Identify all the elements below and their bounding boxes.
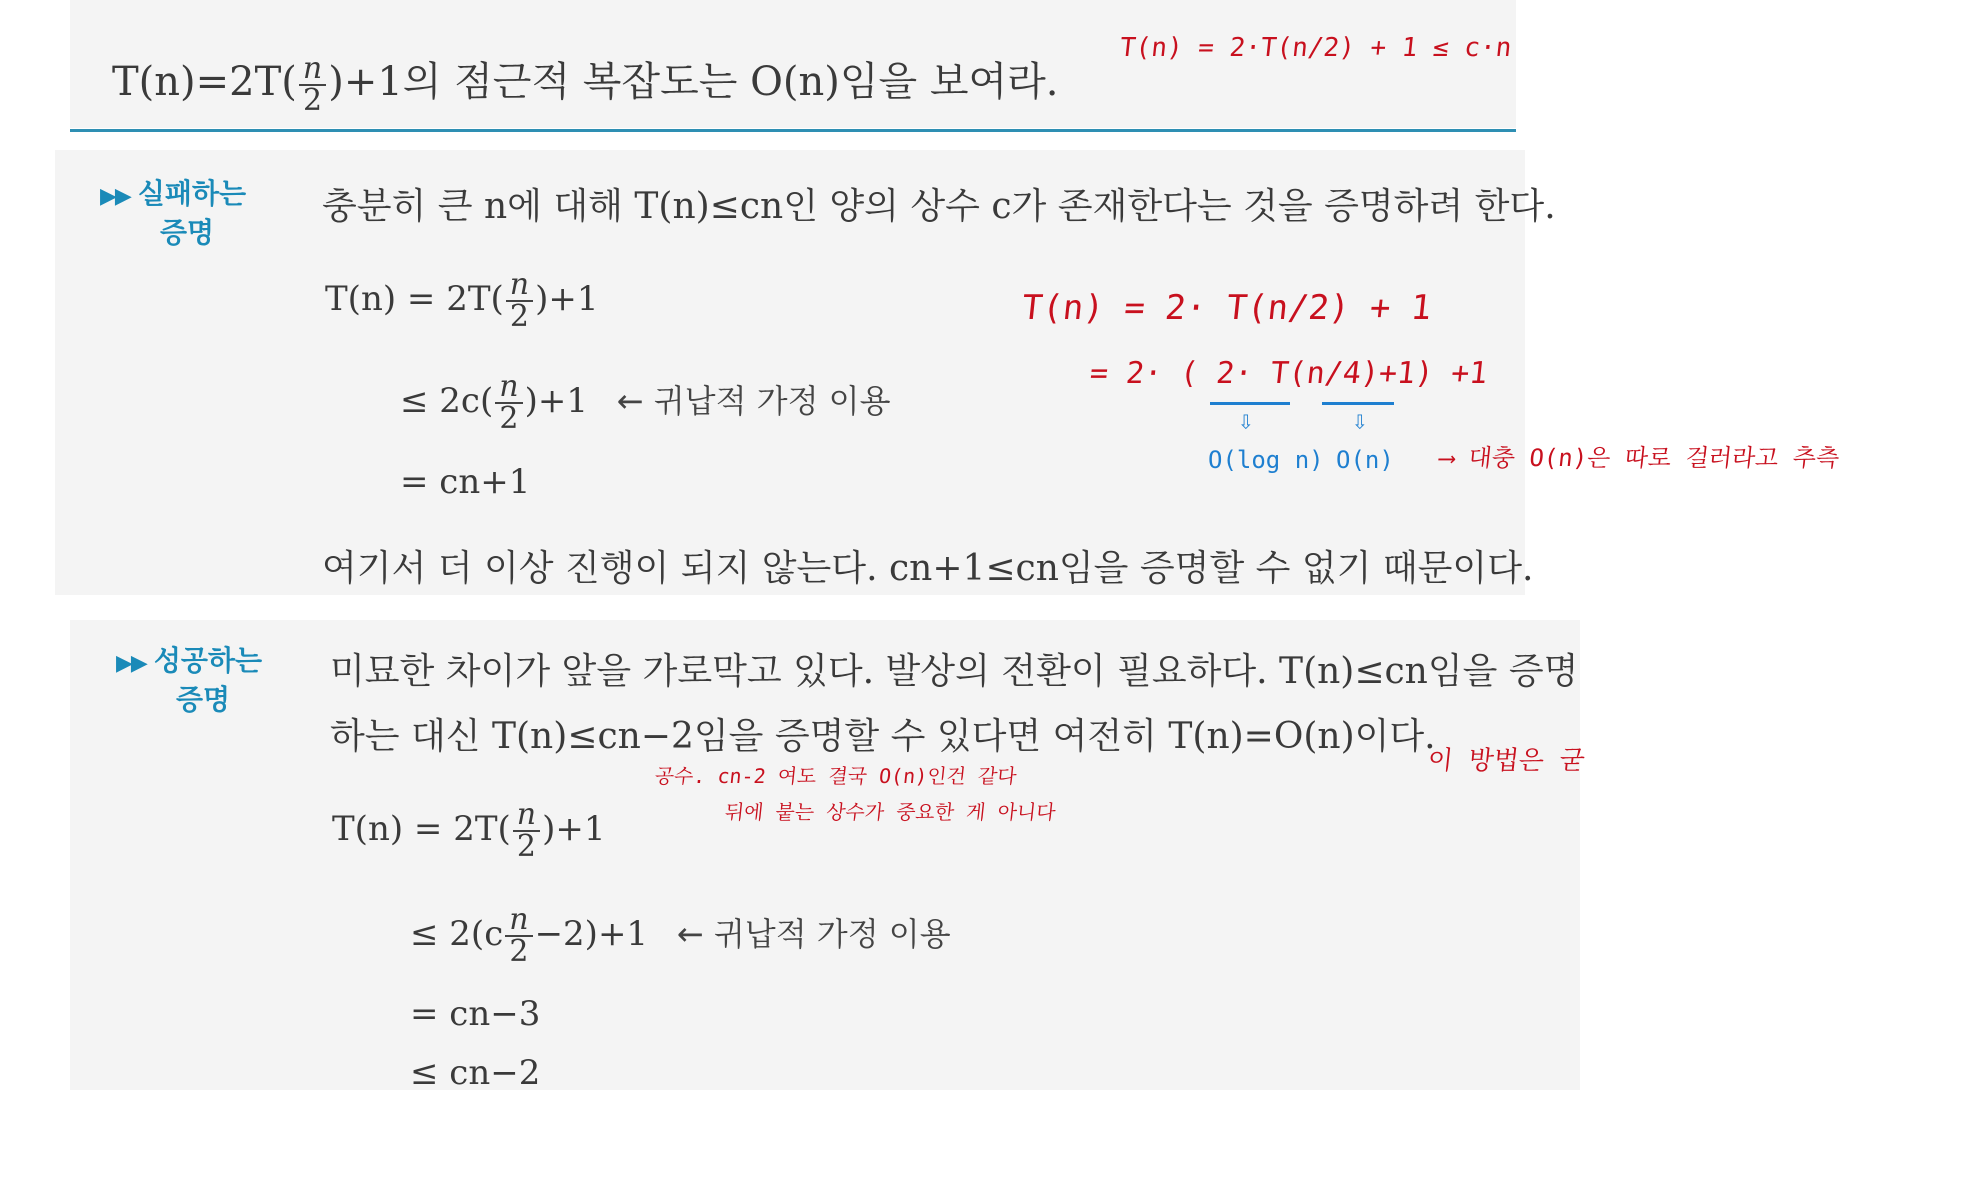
frac-denominator: 2 bbox=[303, 83, 323, 118]
frac-numerator: n bbox=[505, 905, 532, 937]
success-eq4: ≤ cn−2 bbox=[410, 1053, 541, 1093]
fail-label-line1: 실패하는 bbox=[137, 177, 247, 210]
fail-eq2 bbox=[400, 369, 891, 436]
handwritten-side-note: ⟶ 대충 O(n)은 따로 걸러라고 추측 bbox=[1438, 444, 1841, 472]
double-play-icon: ▶▶ bbox=[100, 184, 130, 209]
fail-eq2-fraction bbox=[495, 369, 522, 436]
double-play-icon: ▶▶ bbox=[116, 651, 146, 676]
success-eq1-right: )+1 bbox=[542, 809, 606, 849]
frac-numerator: n bbox=[506, 270, 533, 302]
success-eq2 bbox=[410, 902, 951, 969]
divider-rule bbox=[70, 129, 1516, 132]
fail-label-line2: 증명 bbox=[160, 216, 215, 249]
fail-eq3: = cn+1 bbox=[400, 462, 531, 502]
handwritten-gongsu-line2: 뒤에 붙는 상수가 중요한 게 아니다 bbox=[723, 800, 1057, 824]
fail-eq2-left: ≤ 2c( bbox=[400, 381, 494, 421]
down-arrow-icon: ⇩ bbox=[1352, 406, 1368, 436]
success-eq1-left: T(n) = 2T( bbox=[332, 809, 511, 849]
success-label bbox=[116, 643, 262, 718]
problem-prefix: T(n)=2T( bbox=[112, 59, 297, 105]
success-intro-line2: 하는 대신 T(n)≤cn−2임을 증명할 수 있다면 여전히 T(n)=O(n)이다. bbox=[330, 716, 1436, 757]
frac-denominator: 2 bbox=[499, 401, 519, 436]
fail-eq2-right: )+1 bbox=[524, 381, 588, 421]
problem-suffix: )+1의 점근적 복잡도는 O(n)임을 보여라. bbox=[328, 59, 1059, 105]
handwritten-gongsu-line1: 공수. cn-2 여도 결국 O(n)인건 같다 bbox=[653, 764, 1018, 788]
success-eq3: = cn−3 bbox=[410, 994, 541, 1034]
handwritten-top-inequality: T(n) = 2·T(n/2) + 1 ≤ c·n bbox=[1118, 33, 1513, 63]
success-intro-line1: 미묘한 차이가 앞을 가로막고 있다. 발상의 전환이 필요하다. T(n)≤cn임을 증명 bbox=[330, 651, 1579, 692]
handwritten-on: O(n) bbox=[1336, 446, 1394, 474]
frac-numerator: n bbox=[299, 54, 326, 86]
success-eq2-fraction bbox=[505, 902, 532, 969]
success-eq2-right: −2)+1 bbox=[534, 914, 649, 954]
success-label-line2: 증명 bbox=[176, 683, 231, 716]
handwritten-right-note: 이 방법은 굳 bbox=[1426, 746, 1587, 776]
handwritten-olog: O(log n) bbox=[1208, 446, 1324, 474]
fail-intro: 충분히 큰 n에 대해 T(n)≤cn인 양의 상수 c가 존재한다는 것을 증명하려 한다. bbox=[322, 186, 1556, 227]
fail-eq2-note: ← 귀납적 가정 이용 bbox=[616, 382, 891, 420]
frac-denominator: 2 bbox=[509, 299, 529, 334]
handwritten-underline-left bbox=[1210, 402, 1290, 405]
frac-numerator: n bbox=[495, 372, 522, 404]
fail-label bbox=[100, 176, 246, 251]
handwritten-expansion-line1: T(n) = 2· T(n/2) + 1 bbox=[1019, 288, 1434, 328]
down-arrow-icon: ⇩ bbox=[1238, 406, 1254, 436]
success-eq2-left: ≤ 2(c bbox=[410, 914, 504, 954]
handwritten-expansion-line2: = 2· ( 2· T(n/4)+1) +1 bbox=[1088, 356, 1490, 391]
frac-denominator: 2 bbox=[509, 934, 529, 969]
frac-numerator: n bbox=[513, 800, 540, 832]
fail-eq1-right: )+1 bbox=[535, 279, 599, 319]
fail-eq1 bbox=[325, 267, 599, 334]
success-label-line1: 성공하는 bbox=[153, 644, 263, 677]
success-eq1 bbox=[332, 797, 606, 864]
problem-fraction bbox=[299, 51, 326, 118]
handwritten-underline-right bbox=[1322, 402, 1394, 405]
success-eq1-fraction bbox=[513, 797, 540, 864]
frac-denominator: 2 bbox=[516, 829, 536, 864]
success-eq2-note: ← 귀납적 가정 이용 bbox=[676, 915, 951, 953]
fail-eq1-fraction bbox=[506, 267, 533, 334]
fail-conclusion: 여기서 더 이상 진행이 되지 않는다. cn+1≤cn임을 증명할 수 없기 때문이다. bbox=[322, 548, 1534, 589]
problem-statement bbox=[112, 50, 1058, 116]
fail-eq1-left: T(n) = 2T( bbox=[325, 279, 504, 319]
